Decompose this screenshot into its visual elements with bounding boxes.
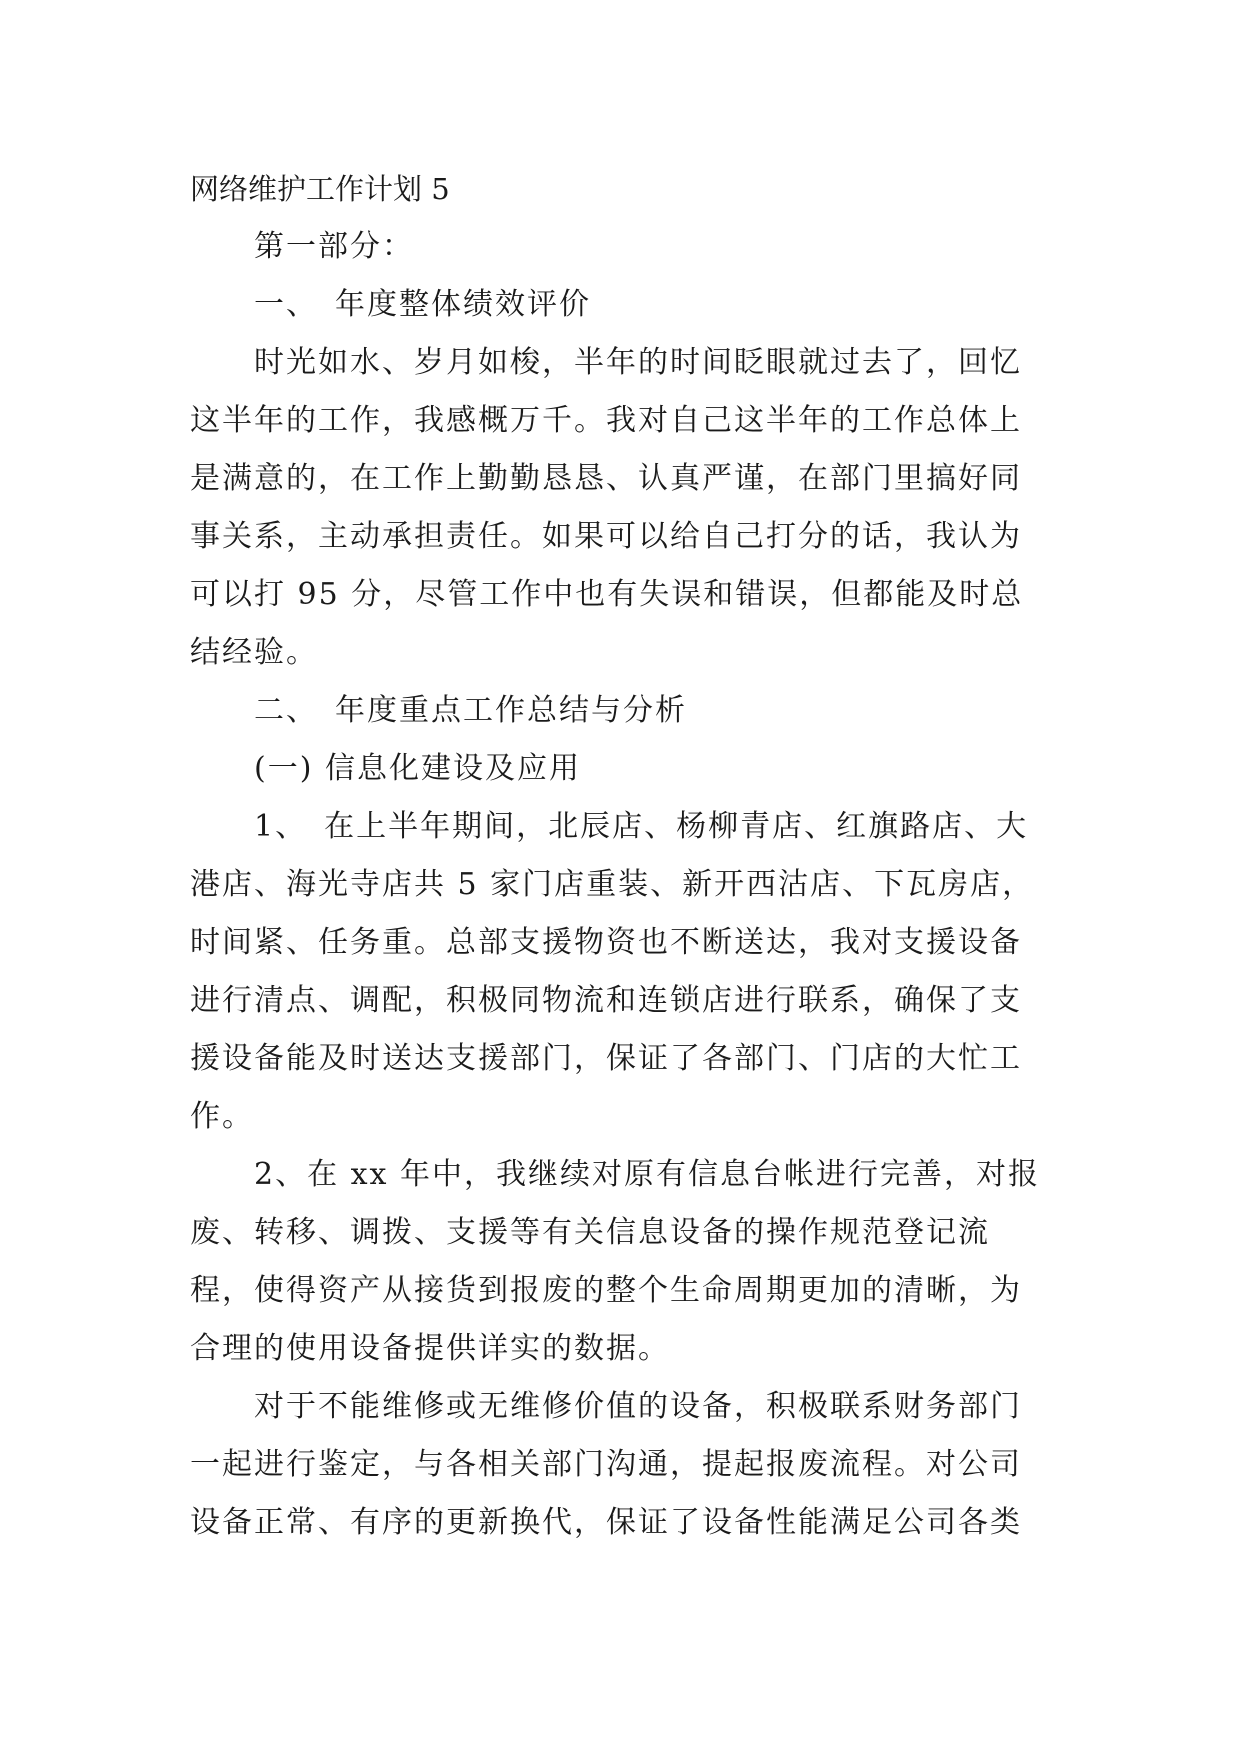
- list-item-1: 1、 在上半年期间，北辰店、杨柳青店、红旗路店、大港店、海光寺店共 5 家门店重装、新开西沽店、下瓦房店，时间紧、任务重。总部支援物资也不断送达，我对支援设备进行清点、调配，积极同物流和连锁店进行联系，确保了支援设备能及时送达支援部门，保证了各部门、门店的大忙工作。: [190, 809, 1035, 1134]
- subsection-heading-1: (一) 信息化建设及应用: [254, 751, 581, 786]
- list-item-2: 2、在 xx 年中，我继续对原有信息台帐进行完善，对报废、转移、调拨、支援等有关信息设备的操作规范登记流程，使得资产从接货到报废的整个生命周期更加的清晰，为合理的使用设备提供详实的数据。: [190, 1157, 1040, 1366]
- paragraph-1: 时光如水、岁月如梭，半年的时间眨眼就过去了，回忆这半年的工作，我感概万千。我对自己这半年的工作总体上是满意的，在工作上勤勤恳恳、认真严谨，在部门里搞好同事关系，主动承担责任。如果可以给自己打分的话，我认为可以打 95 分，尽管工作中也有失误和错误，但都能及时总结经验。: [190, 345, 1024, 670]
- section-heading-2: 二、 年度重点工作总结与分析: [254, 693, 687, 728]
- paragraph-last: 对于不能维修或无维修价值的设备，积极联系财务部门一起进行鉴定，与各相关部门沟通，提起报废流程。对公司设备正常、有序的更新换代，保证了设备性能满足公司各类: [190, 1389, 1022, 1540]
- section-heading-1: 一、 年度整体绩效评价: [254, 287, 591, 322]
- document-body: [190, 160, 1050, 1552]
- document-title: 网络维护工作计划 5: [190, 172, 450, 206]
- part-heading: 第一部分：: [254, 229, 414, 264]
